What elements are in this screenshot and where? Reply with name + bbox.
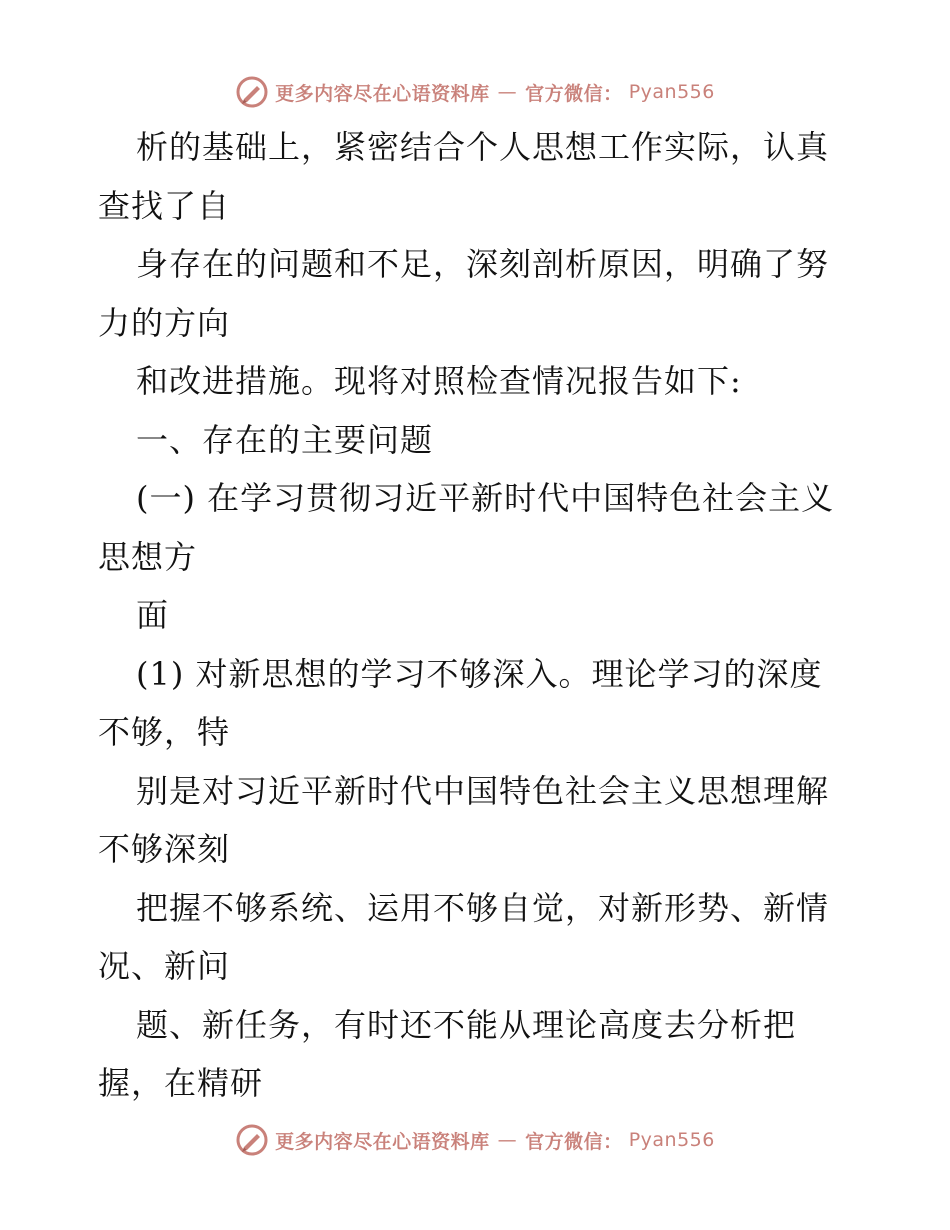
body-line: 身存在的问题和不足，深刻剖析原因，明确了努 <box>136 245 830 283</box>
body-line: 不够，特 <box>98 713 231 751</box>
subsection-heading-cont: 面 <box>136 596 170 634</box>
subsection-heading-cont: 思想方 <box>98 537 198 576</box>
watermark-separator: — <box>497 81 518 103</box>
watermark-wechat-id: Pyan556 <box>628 1129 715 1151</box>
body-line: 握，在精研 <box>98 1064 264 1102</box>
body-line: (1) 对新思想的学习不够深入。理论学习的深度 <box>136 654 823 693</box>
watermark-text: 更多内容尽在心语资料库 <box>275 82 490 105</box>
body-line: 析的基础上，紧密结合个人思想工作实际，认真 <box>136 128 830 166</box>
watermark-separator: — <box>497 1129 518 1151</box>
watermark-text: 更多内容尽在心语资料库 <box>275 1130 490 1153</box>
watermark-wechat-id: Pyan556 <box>628 81 715 103</box>
body-line: 把握不够系统、运用不够自觉，对新形势、新情 <box>136 888 830 927</box>
body-line: 题、新任务，有时还不能从理论高度去分析把 <box>136 1005 797 1044</box>
section-heading: 一、存在的主要问题 <box>136 420 434 459</box>
body-line: 不够深刻 <box>98 830 231 868</box>
body-line: 查找了自 <box>98 186 231 225</box>
pen-logo-icon <box>235 75 269 109</box>
document-body <box>98 118 858 1113</box>
watermark-wechat-label: 官方微信： <box>525 1130 623 1153</box>
header-watermark <box>0 72 950 112</box>
pen-logo-icon <box>235 1123 269 1157</box>
body-line: 和改进措施。现将对照检查情况报告如下: <box>136 362 742 400</box>
body-line: 别是对习近平新时代中国特色社会主义思想理解 <box>136 771 830 810</box>
watermark-wechat-label: 官方微信： <box>525 82 623 105</box>
subsection-heading: (一) 在学习贯彻习近平新时代中国特色社会主义 <box>136 479 835 517</box>
footer-watermark <box>0 1120 950 1160</box>
body-line: 力的方向 <box>98 303 231 342</box>
body-line: 况、新问 <box>98 947 231 985</box>
